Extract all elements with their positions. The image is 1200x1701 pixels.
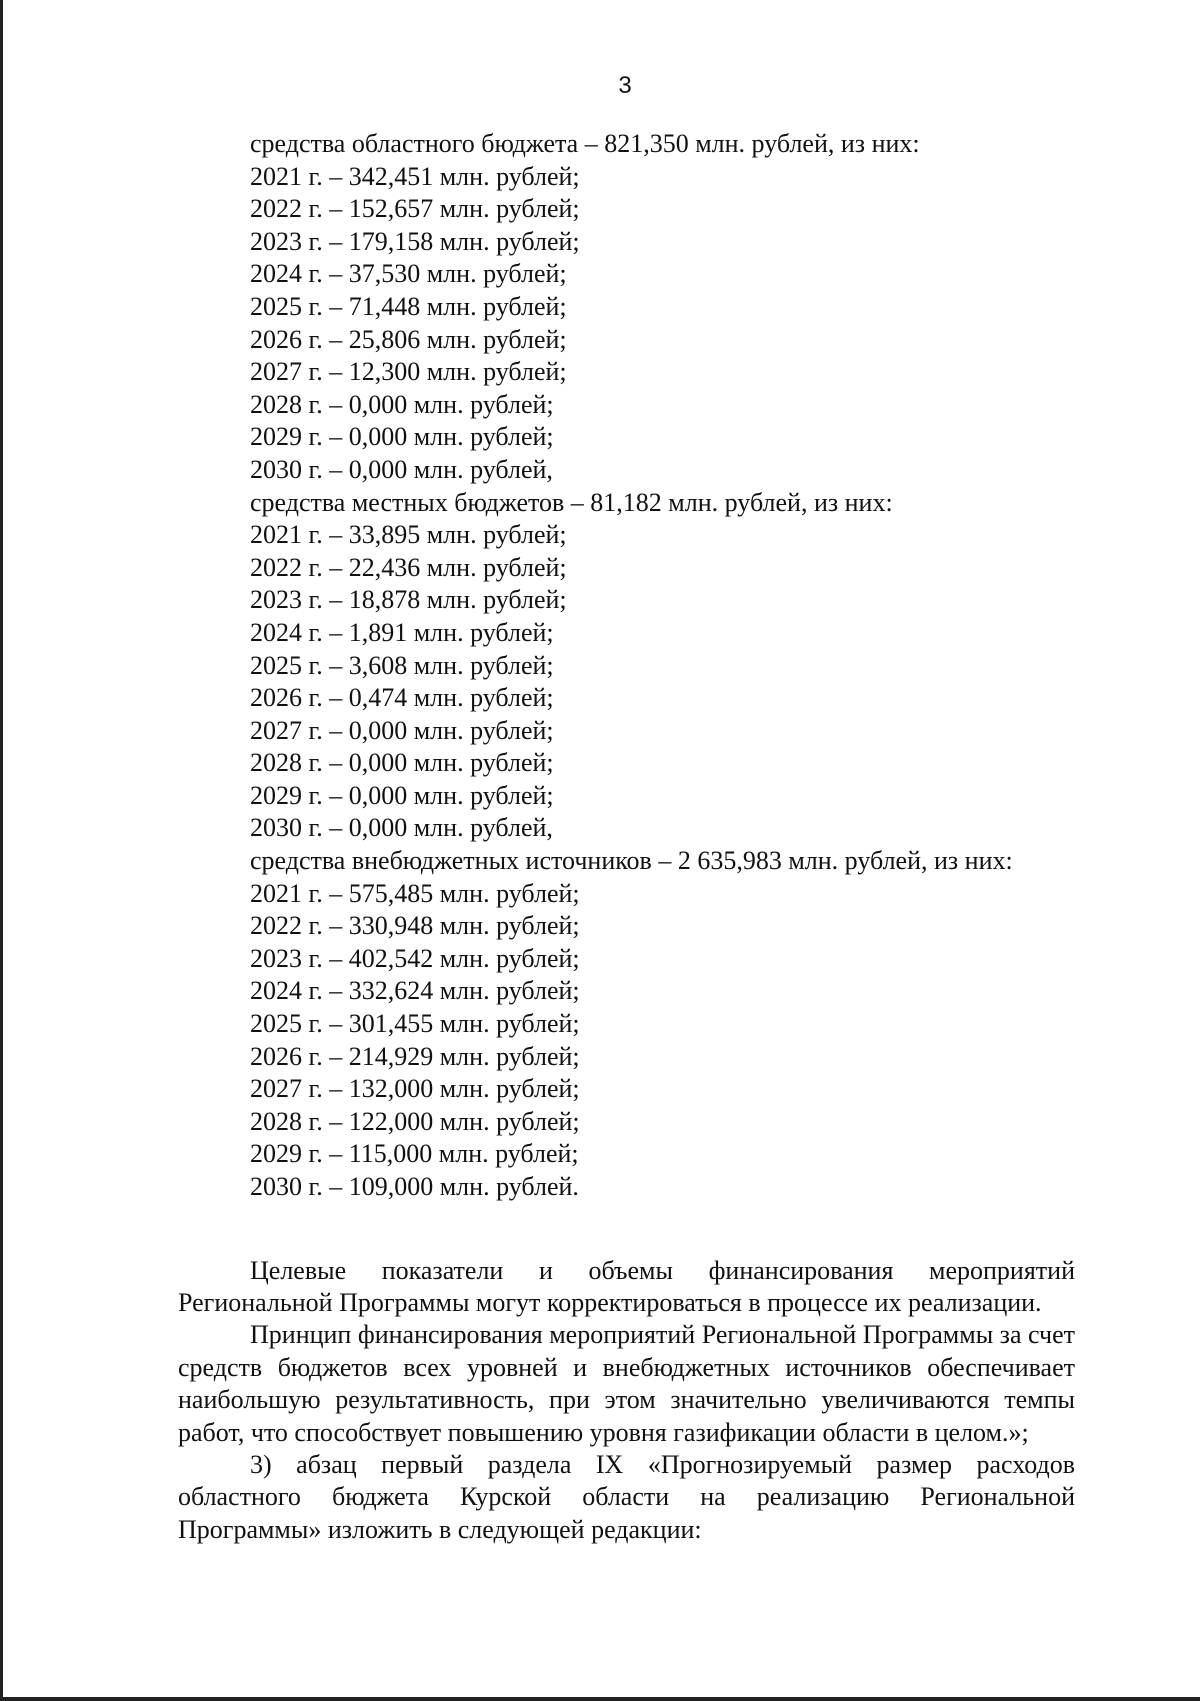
budget-line: 2028 г. – 0,000 млн. рублей; [250, 748, 554, 778]
paragraph-principle: Принцип финансирования мероприятий Региональной Программы за счет средств бюджетов всех уровней и внебюджетных источников обеспечивает наибольшую результативность, при этом значительно увеличиваются темпы работ, что способствует повышению уровня газификации области в целом.»; [178, 1320, 1075, 1447]
budget-line: 2021 г. – 33,895 млн. рублей; [250, 520, 567, 550]
budget-line: 2026 г. – 25,806 млн. рублей; [250, 324, 567, 354]
budget-line: 2025 г. – 301,455 млн. рублей; [250, 1009, 580, 1039]
budget-line: 2022 г. – 152,657 млн. рублей; [250, 194, 580, 224]
budget-line: 2024 г. – 1,891 млн. рублей; [250, 617, 554, 647]
budget-line: 2027 г. – 12,300 млн. рублей; [250, 357, 567, 387]
paragraph-amendment: 3) абзац первый раздела IX «Прогнозируемый размер расходов областного бюджета Курской области на реализацию Региональной Программы» изложить в следующей редакции: [178, 1450, 1075, 1544]
budget-line: 2028 г. – 122,000 млн. рублей; [250, 1106, 580, 1136]
budget-line: средства местных бюджетов – 81,182 млн. рублей, из них: [250, 487, 893, 517]
paragraph-gap [178, 1204, 1075, 1255]
scan-edge-bottom [0, 1697, 1200, 1701]
page-number: 3 [618, 72, 632, 99]
budget-line: 2023 г. – 18,878 млн. рублей; [250, 585, 567, 615]
budget-line: 2024 г. – 332,624 млн. рублей; [250, 976, 580, 1006]
scan-edge-left [0, 0, 3, 1701]
budget-line: 2029 г. – 0,000 млн. рублей; [250, 422, 554, 452]
budget-line: 2029 г. – 0,000 млн. рублей; [250, 780, 554, 810]
budget-line: 2022 г. – 22,436 млн. рублей; [250, 552, 567, 582]
budget-line: 2027 г. – 0,000 млн. рублей; [250, 715, 554, 745]
budget-line: 2021 г. – 575,485 млн. рублей; [250, 878, 580, 908]
budget-line: 2026 г. – 0,474 млн. рублей; [250, 683, 554, 713]
budget-line: 2025 г. – 71,448 млн. рублей; [250, 291, 567, 321]
budget-line: средства внебюджетных источников – 2 635,983 млн. рублей, из них: [250, 846, 1013, 876]
budget-line: 2027 г. – 132,000 млн. рублей; [250, 1074, 580, 1104]
document-body [178, 128, 1075, 1546]
budget-line: средства областного бюджета – 821,350 млн. рублей, из них: [250, 129, 920, 158]
budget-line: 2030 г. – 0,000 млн. рублей, [250, 813, 553, 843]
budget-line: 2022 г. – 330,948 млн. рублей; [250, 911, 580, 941]
paragraph-targets: Целевые показатели и объемы финансирования мероприятий Региональной Программы могут корректироваться в процессе их реализации. [178, 1255, 1075, 1317]
budget-line: 2024 г. – 37,530 млн. рублей; [250, 259, 567, 289]
budget-line: 2023 г. – 179,158 млн. рублей; [250, 226, 580, 256]
budget-line: 2028 г. – 0,000 млн. рублей; [250, 389, 554, 419]
budget-line: 2026 г. – 214,929 млн. рублей; [250, 1041, 580, 1071]
budget-line: 2029 г. – 115,000 млн. рублей; [250, 1139, 579, 1169]
budget-line: 2021 г. – 342,451 млн. рублей; [250, 161, 580, 191]
budget-line: 2030 г. – 109,000 млн. рублей. [250, 1172, 579, 1201]
budget-line: 2025 г. – 3,608 млн. рублей; [250, 650, 554, 680]
budget-line: 2023 г. – 402,542 млн. рублей; [250, 943, 580, 973]
budget-line: 2030 г. – 0,000 млн. рублей, [250, 454, 553, 484]
financing-list [178, 128, 1075, 1204]
